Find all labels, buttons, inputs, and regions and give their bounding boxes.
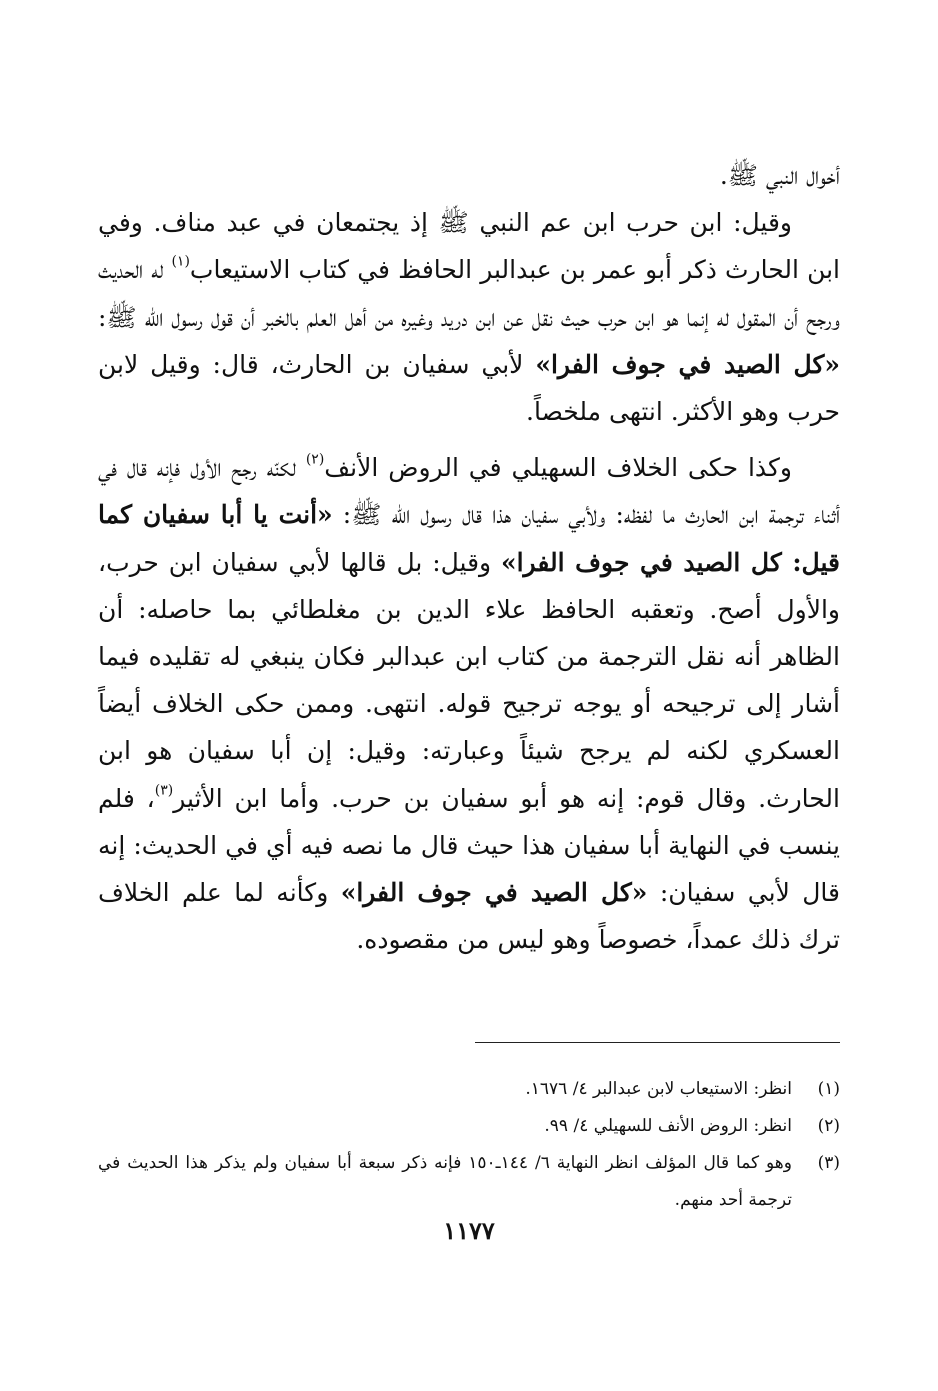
footnote-1 — [98, 1071, 840, 1108]
text-segment: أخوال النبي ﷺ. — [719, 161, 840, 190]
text-segment: وكذا حكى الخلاف السهيلي في الروض الأنف — [324, 453, 792, 483]
paragraph-2 — [98, 199, 840, 435]
text-segment: لكنّه رجح الأول فإنه قال في أثناء ترجمة ابن الحارث ما لفظه: ولأبي سفيان هذا قال رسول الله ﷺ: — [98, 453, 841, 530]
footnote-separator — [475, 1042, 840, 1043]
text-segment: وقيل: بل قالها لأبي سفيان ابن حرب، والأول أصح. وتعقبه الحافظ علاء الدين بن مغلطائي بما حاصله: أن الظاهر أنه نقل الترجمة من كتاب ابن عبدالبر فكان ينبغي له تقليده فيما أشار إلى ترجيحه أو يوجه ترجيح قوله. انتهى. وممن حكى الخلاف أيضاً العسكري لكنه لم يرجح شيئاً وعبارته: وقيل: إن أبا سفيان هو ابن الحارث. وقال قوم: إنه هو أبو سفيان بن حرب. وأما ابن الأثير — [98, 547, 840, 813]
footnotes — [98, 1071, 840, 1219]
footnote-text: انظر: الروض الأنف للسهيلي ٤/ ٩٩. — [544, 1116, 792, 1136]
footnote-number: (٢) — [817, 1116, 840, 1136]
footnote-text: انظر: الاستيعاب لابن عبدالبر ٤/ ١٦٧٦. — [525, 1079, 792, 1099]
text-segment: وقيل: ابن حرب ابن عم النبي ﷺ إذ يجتمعان في عبد مناف. وفي ابن الحارث ذكر أبو عمر بن عبدالبر الحافظ في كتاب الاستيعاب — [98, 208, 840, 285]
footnote-ref-2: (٢) — [305, 451, 325, 468]
text-segment: لأبي سفيان بن الحارث، قال: وقيل لابن حرب وهو الأكثر. انتهى ملخصاً. — [98, 349, 840, 427]
footnote-ref-3: (٣) — [154, 782, 174, 799]
paragraph-1 — [98, 152, 840, 199]
text-segment: له الحديث ورجح أن المقول له إنما هو ابن حرب حيث نقل عن ابن دريد وغيره من أهل العلم بالخبر أن قول رسول الله ﷺ: — [98, 255, 840, 332]
page-number: ١١٧٧ — [443, 1216, 495, 1245]
main-text — [98, 152, 840, 963]
hadith-quote: «كل الصيد في جوف الفرا» — [340, 878, 648, 908]
hadith-quote: «كل الصيد في جوف الفرا» — [535, 349, 840, 379]
footnote-2 — [98, 1108, 840, 1145]
paragraph-3 — [98, 444, 840, 963]
footnote-number: (١) — [817, 1079, 840, 1099]
text-segment: وكأنه لما علم الخلاف ترك ذلك عمداً، خصوصاً وهو ليس من مقصوده. — [98, 878, 840, 955]
footnote-3 — [98, 1145, 840, 1219]
hadith-quote: «أنت يا أبا سفيان كما قيل: كل الصيد في جوف الفرا» — [98, 500, 840, 577]
footnote-text: وهو كما قال المؤلف انظر النهاية ٦/ ١٤٤ـ١٥٠ فإنه ذكر سبعة أبا سفيان ولم يذكر هذا الحديث في ترجمة أحد منهم. — [98, 1153, 792, 1210]
text-segment: ، فلم ينسب في النهاية أبا سفيان هذا حيث قال ما نصه فيه أي في الحديث: إنه قال لأبي سفيان: — [98, 783, 840, 908]
footnote-ref-1: (١) — [171, 253, 190, 270]
footnote-number: (٣) — [817, 1153, 840, 1173]
